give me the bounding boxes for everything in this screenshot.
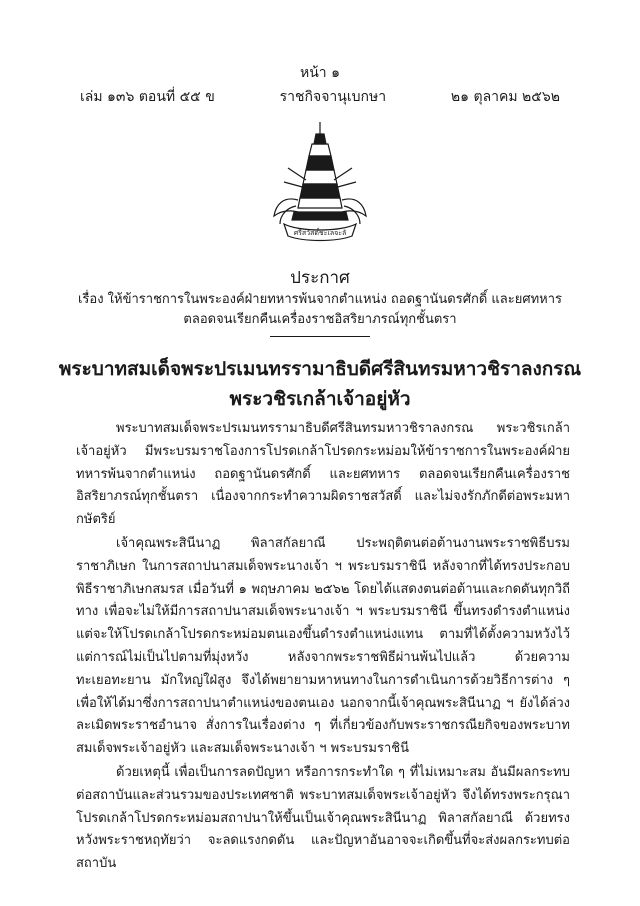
body-paragraph: ด้วยเหตุนี้ เพื่อเป็นการลดปัญหา หรือการกระทำใด ๆ ที่ไม่เหมาะสม อันมีผลกระทบต่อสถาบันและส่วนรวมของประเทศชาติ พระบาทสมเด็จพระเจ้าอยู่หัว จึงได้ทรงพระกรุณาโปรดเกล้าโปรดกระหม่อมสถาปนาให้ขึ้นเป็นเจ้าคุณพระสินีนาฏ พิลาสกัลยาณี ด้วยทรงหวังพระราชหฤทัยว่า จะลดแรงกดดัน และปัญหาอันอาจจะเกิดขึ้นที่จะส่งผลกระทบต่อสถาบัน [76, 764, 570, 872]
king-title-line-2: พระวชิรเกล้าเจ้าอยู่หัว [229, 388, 411, 410]
emblem-ribbon-text: ศรีสวัสดิ์ชะเลจะลั [293, 229, 347, 237]
king-title [40, 354, 600, 414]
subject-line-2: ตลอดจนเรียกคืนเครื่องราชอิสริยาภรณ์ทุกชั้นตรา [183, 312, 457, 327]
announcement-subject [60, 290, 580, 330]
title-divider [270, 336, 370, 337]
page-number: หน้า ๑ [300, 65, 340, 81]
publication-date: ๒๑ ตุลาคม ๒๕๖๒ [450, 89, 560, 105]
subject-line-1: เรื่อง ให้ข้าราชการในพระองค์ฝ่ายทหารพ้นจากตำแหน่ง ถอดฐานันดรศักดิ์ และยศทหาร [77, 292, 563, 307]
volume-issue: เล่ม ๑๓๖ ตอนที่ ๕๕ ข [80, 89, 215, 105]
body-paragraph: เจ้าคุณพระสินีนาฏ พิลาสกัลยาณี ประพฤติตนต่อต้านงานพระราชพิธีบรมราชาภิเษก ในการสถาปนาสมเด็จพระนางเจ้า ฯ พระบรมราชินี หลังจากที่ได้ทรงประกอบพิธีราชาภิเษกสมรส เมื่อวันที่ ๑ พฤษภาคม ๒๕๖๒ โดยได้แสดงตนต่อต้านและกดดันทุกวิถีทาง เพื่อจะไม่ให้มีการสถาปนาสมเด็จพระนางเจ้า ฯ พระบรมราชินี ขึ้นทรงดำรงตำแหน่ง แต่จะให้โปรดเกล้าโปรดกระหม่อมตนเองขึ้นดำรงตำแหน่งแทน ตามที่ได้ตั้งความหวังไว้ แต่การณ์ไม่เป็นไปตามที่มุ่งหวัง หลังจากพระราชพิธีผ่านพ้นไปแล้ว ด้วยความทะเยอทะยาน มักใหญ่ใฝ่สูง จึงได้พยายามหาหนทางในการดำเนินการด้วยวิธีการต่าง ๆ เพื่อให้ได้มาซึ่งการสถาปนาตำแหน่งของตนเอง นอกจากนี้เจ้าคุณพระสินีนาฏ ฯ ยังได้ล่วงละเมิดพระราชอำนาจ สั่งการในเรื่องต่าง ๆ ที่เกี่ยวข้องกับพระราชกรณียกิจของพระบาทสมเด็จพระเจ้าอยู่หัว และสมเด็จพระนางเจ้า ฯ พระบรมราชินี [76, 535, 570, 757]
announcement-body [76, 418, 570, 877]
body-paragraph: พระบาทสมเด็จพระปรเมนทรรามาธิบดีศรีสินทรมหาวชิราลงกรณ พระวชิรเกล้าเจ้าอยู่หัว มีพระบรมราชโองการโปรดเกล้าโปรดกระหม่อมให้ข้าราชการในพระองค์ฝ่ายทหารพ้นจากตำแหน่ง ถอดฐานันดรศักดิ์ และยศทหาร ตลอดจนเรียกคืนเครื่องราชอิสริยาภรณ์ทุกชั้นตรา เนื่องจากกระทำความผิดราชสวัสดิ์ และไม่จงรักภักดีต่อพระมหากษัตริย์ [76, 421, 570, 528]
royal-crown-emblem-icon [270, 120, 370, 255]
publication-name: ราชกิจจานุเบกษา [279, 89, 387, 105]
gazette-header [80, 86, 560, 108]
announcement-title: ประกาศ [290, 268, 350, 288]
king-title-line-1: พระบาทสมเด็จพระปรเมนทรรามาธิบดีศรีสินทรมหาวชิราลงกรณ [58, 358, 582, 380]
